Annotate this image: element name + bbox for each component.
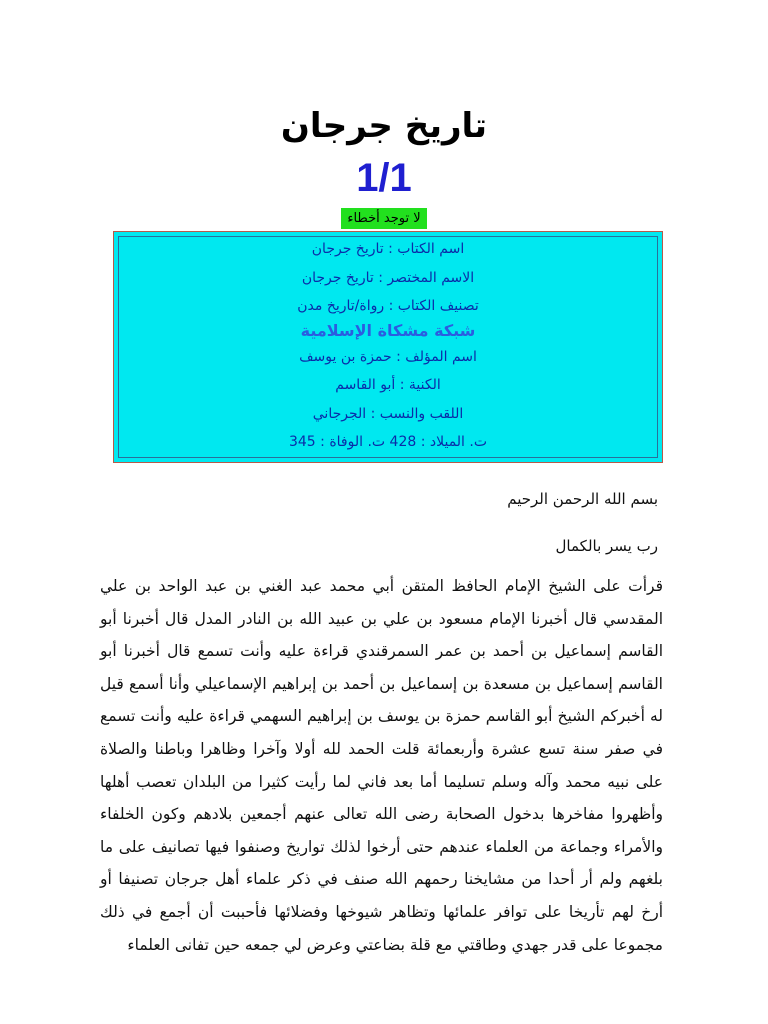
volume-number: 1/1: [356, 156, 412, 200]
book-info-box: [113, 231, 663, 463]
intro-paragraph: قرأت على الشيخ الإمام الحافظ المتقن أبي محمد عبد الغني بن عبد الواحد بن علي المقدسي قال أخبرنا الإمام مسعود بن علي بن عبيد الله بن النادر المدل قال أخبرنا أبو القاسم إسماعيل بن أحمد بن عمر السمرقندي قراءة عليه وأنت تسمع قال أخبرنا أبو القاسم إسماعيل بن مسعدة بن إسماعيل بن أحمد بن إبراهيم الإسماعيلي وأنا أسمع قيل له أخبركم الشيخ أبو القاسم حمزة بن يوسف بن إبراهيم السهمي قراءة عليه وأنت تسمع في صفر سنة تسع عشرة وأربعمائة قلت الحمد لله أولا وآخرا وظاهرا وباطنا والصلاة على نبيه محمد وآله وسلم تسليما أما بعد فاني لما رأيت كثيرا من البلدان تعصب أهلها وأظهروا مفاخرها بدخول الصحابة رضى الله تعالى عنهم أجمعين بلادهم وكون الخلفاء والأمراء وجماعة من العلماء عندهم حتى أرخوا لذلك تواريخ وصنفوا فيها تصانيف على ما بلغهم ولم أر أحدا من مشايخنا رحمهم الله صنف في ذكر علماء أهل جرجان تصنيفا أو أرخ لهم تأريخا على توافر علمائها وتظاهر شيوخها وفضلائها فأحببت أن أجمع في ذلك مجموعا على قدر جهدي وطاقتي مع قلة بضاعتي وعرض لي جمعه حين تفانى العلماء: [100, 577, 663, 954]
info-book-name: اسم الكتاب : تاريخ جرجان: [311, 241, 465, 257]
basmala: بسم الله الرحمن الرحيم: [507, 490, 658, 508]
errors-status-badge: لا توجد أخطاء: [341, 208, 427, 229]
prayer-line: رب يسر بالكمال: [555, 537, 658, 555]
info-site-link[interactable]: شبكة مشكاة الإسلامية: [300, 321, 476, 340]
info-category: تصنيف الكتاب : رواة/تاريخ مدن: [297, 298, 479, 314]
book-title: تاريخ جرجان: [280, 106, 488, 146]
info-kunya: الكنية : أبو القاسم: [335, 377, 441, 393]
info-nasab: اللقب والنسب : الجرجاني: [312, 406, 464, 422]
info-short-name: الاسم المختصر : تاريخ جرجان: [301, 270, 475, 286]
info-dates: ت. الميلاد : 428 ت. الوفاة : 345: [288, 434, 488, 450]
info-author: اسم المؤلف : حمزة بن يوسف: [299, 349, 477, 365]
